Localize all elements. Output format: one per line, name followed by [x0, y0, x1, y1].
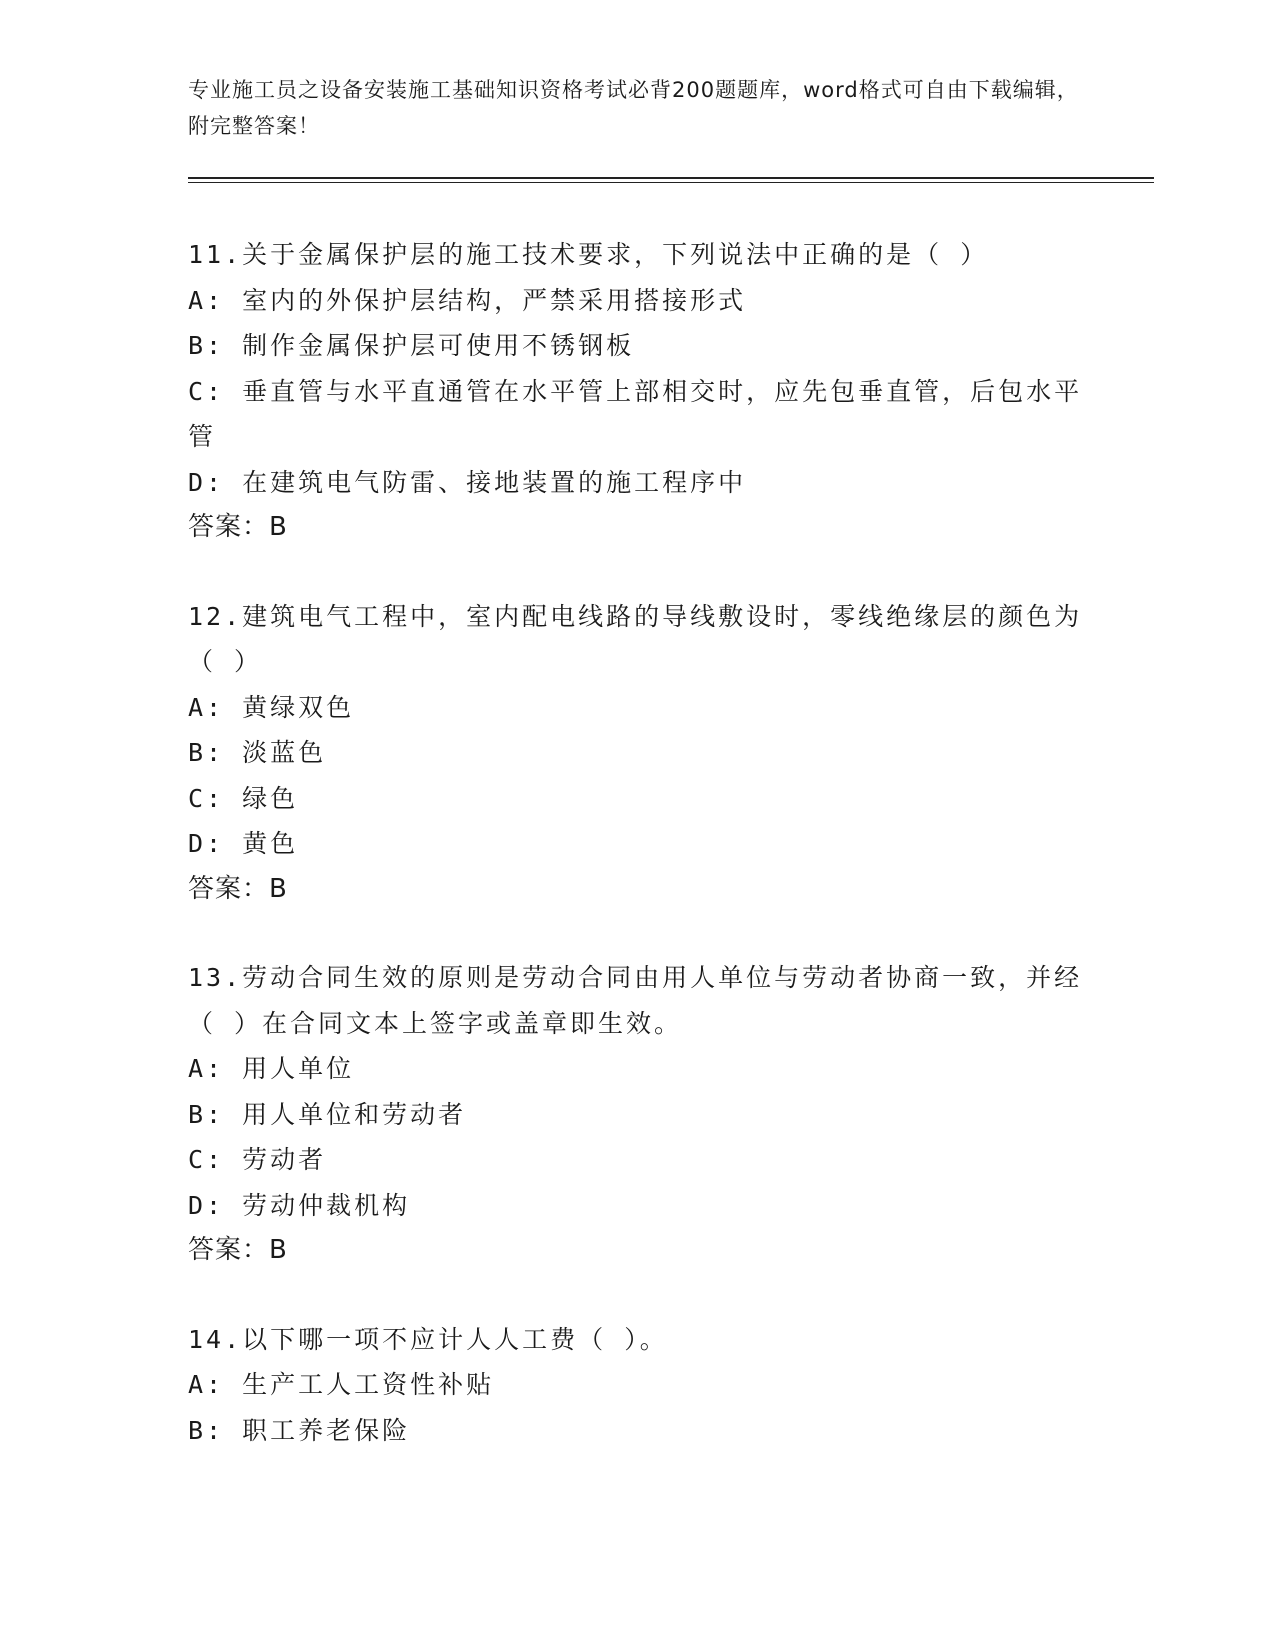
- option-b: B: 职工养老保险: [188, 1415, 411, 1445]
- option-d: D: 在建筑电气防雷、接地装置的施工程序中: [188, 467, 747, 497]
- question-stem: 11.关于金属保护层的施工技术要求，下列说法中正确的是（ ）: [188, 240, 989, 269]
- option-c: C: 垂直管与水平直通管在水平管上部相交时，应先包垂直管，后包水平管: [188, 376, 1083, 451]
- question-11: [188, 232, 1088, 551]
- option-d: D: 黄色: [188, 829, 299, 858]
- question-list: [188, 232, 1088, 1496]
- option-a: A: 用人单位: [188, 1054, 355, 1083]
- question-stem: 13.劳动合同生效的原则是劳动合同由用人单位与劳动者协商一致，并经（ ）在合同文本上签字或盖章即生效。: [188, 963, 1083, 1038]
- header-divider-thick: [188, 177, 1154, 179]
- document-header: 专业施工员之设备安装施工基础知识资格考试必背200题题库，word格式可自由下载编辑，附完整答案！: [188, 78, 1079, 138]
- option-a: A: 生产工人工资性补贴: [188, 1370, 495, 1399]
- question-12: [188, 594, 1088, 913]
- option-b: B: 淡蓝色: [188, 738, 327, 767]
- question-14: [188, 1317, 1088, 1454]
- option-d: D: 劳动仲裁机构: [188, 1190, 411, 1220]
- option-b: B: 用人单位和劳动者: [188, 1099, 467, 1129]
- question-stem: 12.建筑电气工程中，室内配电线路的导线敷设时，零线绝缘层的颜色为（ ）: [188, 601, 1083, 676]
- option-c: C: 劳动者: [188, 1145, 327, 1174]
- answer: 答案：B: [188, 873, 288, 904]
- header-divider-thin: [188, 182, 1154, 183]
- option-a: A: 黄绿双色: [188, 692, 355, 722]
- question-13: [188, 955, 1088, 1274]
- option-a: A: 室内的外保护层结构，严禁采用搭接形式: [188, 285, 747, 315]
- question-stem: 14.以下哪一项不应计人人工费（ ）。: [188, 1324, 668, 1354]
- option-b: B: 制作金属保护层可使用不锈钢板: [188, 331, 635, 360]
- answer: 答案：B: [188, 512, 288, 542]
- answer: 答案：B: [188, 1235, 288, 1265]
- option-c: C: 绿色: [188, 783, 299, 813]
